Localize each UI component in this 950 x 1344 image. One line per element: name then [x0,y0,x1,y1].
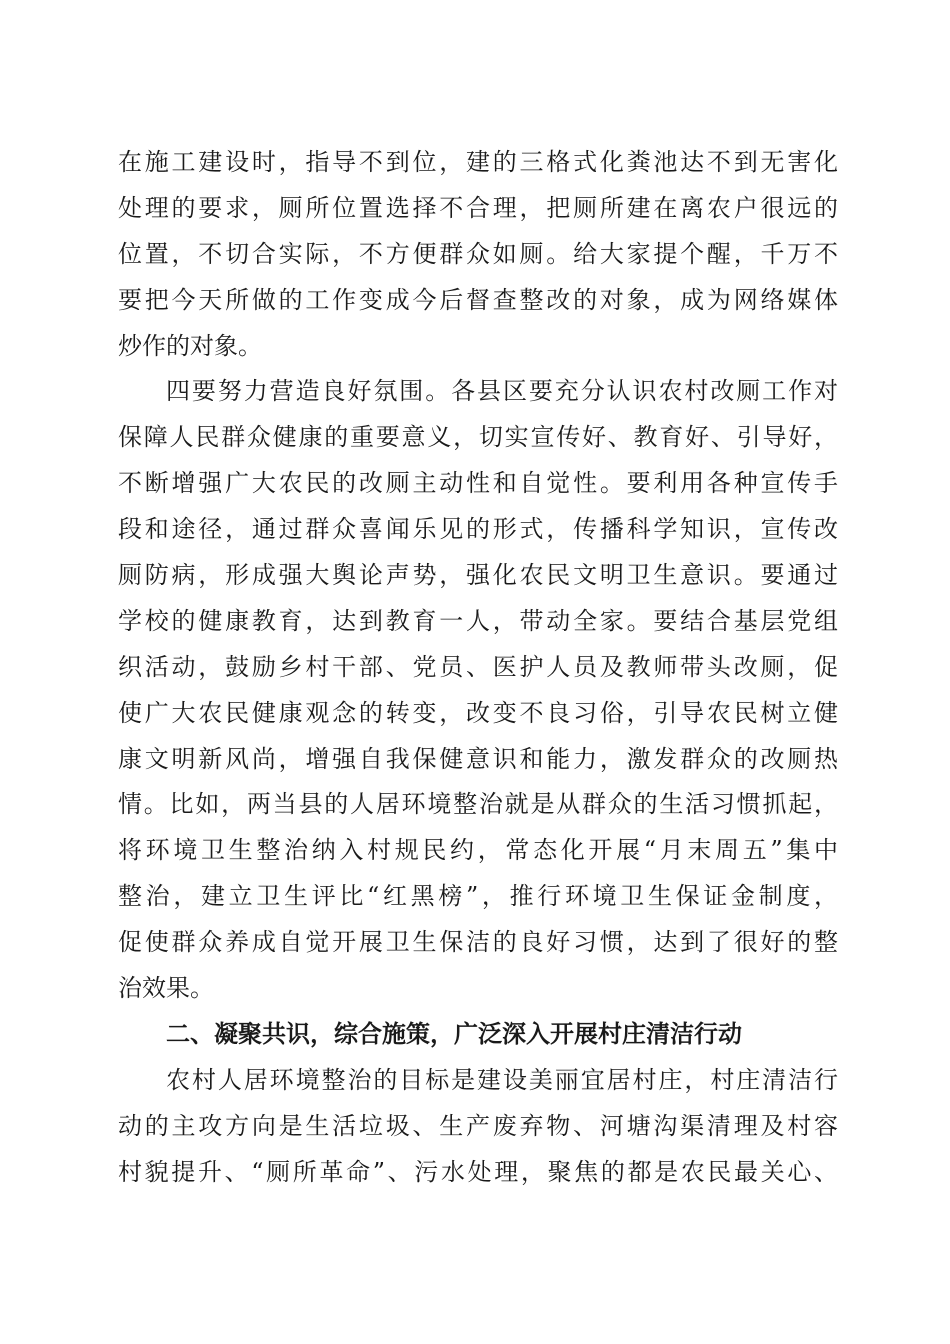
text-line: 位置，不切合实际，不方便群众如厕。给大家提个醒，千万不 [118,239,838,268]
text-line: 处理的要求，厕所位置选择不合理，把厕所建在离农户很远的 [118,193,838,222]
text-line: 保障人民群众健康的重要意义，切实宣传好、教育好、引导好， [118,423,838,452]
text-line: 学校的健康教育，达到教育一人，带动全家。要结合基层党组 [118,606,838,635]
text-line: 整治，建立卫生评比“红黑榜”，推行环境卫生保证金制度， [118,882,838,911]
text-line: 要把今天所做的工作变成今后督查整改的对象，成为网络媒体 [118,285,838,314]
section-paragraph-start: 农村人居环境整治的目标是建设美丽宜居村庄，村庄清洁行 [166,1065,838,1094]
text-line: 炒作的对象。 [118,331,262,360]
text-line: 使广大农民健康观念的转变，改变不良习俗，引导农民树立健 [118,698,838,727]
text-line: 厕防病，形成强大舆论声势，强化农民文明卫生意识。要通过 [118,561,838,590]
text-line: 将环境卫生整治纳入村规民约，常态化开展“月末周五”集中 [118,836,838,865]
body-text [118,140,838,1195]
text-line: 促使群众养成自觉开展卫生保洁的良好习惯，达到了很好的整 [118,928,838,957]
text-line: 在施工建设时，指导不到位，建的三格式化粪池达不到无害化 [118,148,838,176]
section-heading: 二、凝聚共识，综合施策，广泛深入开展村庄清洁行动 [166,1019,742,1048]
text-line: 康文明新风尚，增强自我保健意识和能力，激发群众的改厕热 [118,744,838,773]
text-line: 情。比如，两当县的人居环境整治就是从群众的生活习惯抓起， [118,790,838,819]
text-line: 段和途径，通过群众喜闻乐见的形式，传播科学知识，宣传改 [118,515,838,544]
text-line: 织活动，鼓励乡村干部、党员、医护人员及教师带头改厕，促 [118,652,838,681]
text-line: 治效果。 [118,974,214,1003]
paragraph-four-start: 四要努力营造良好氛围。各县区要充分认识农村改厕工作对 [166,377,838,406]
text-line: 不断增强广大农民的改厕主动性和自觉性。要利用各种宣传手 [118,469,838,498]
text-line: 动的主攻方向是生活垃圾、生产废弃物、河塘沟渠清理及村容 [118,1111,838,1140]
text-line: 村貌提升、“厕所革命”、污水处理，聚焦的都是农民最关心、 [118,1157,838,1186]
